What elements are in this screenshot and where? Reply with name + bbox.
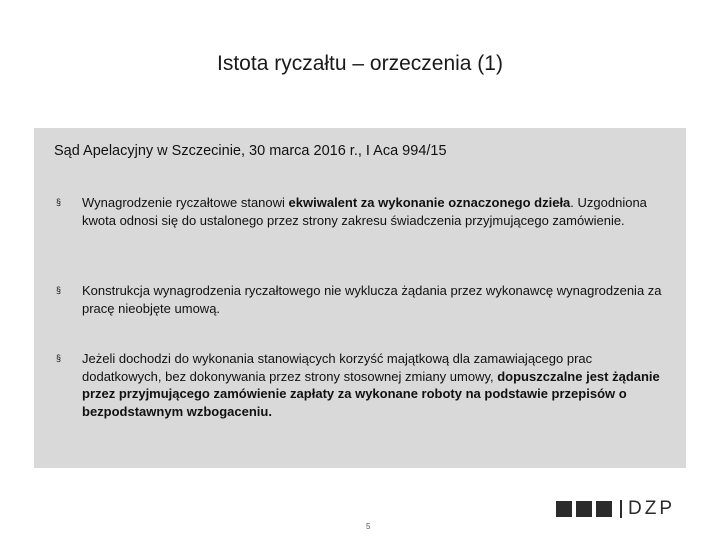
page-number: 5 xyxy=(366,522,371,531)
court-citation: Sąd Apelacyjny w Szczecinie, 30 marca 2016 r., I Aca 994/15 xyxy=(54,143,447,159)
list-item xyxy=(56,282,666,317)
bullet-text-bold: ekwiwalent za wykonanie oznaczonego dzieła xyxy=(288,195,571,210)
bullet-text: Konstrukcja wynagrodzenia ryczałtowego nie wyklucza żądania przez wykonawcę wynagrodzenia za pracę nieobjęte umową. xyxy=(82,283,662,316)
bullet-text xyxy=(82,350,666,420)
content-panel xyxy=(34,128,686,468)
logo-divider xyxy=(620,500,622,518)
slide-title: Istota ryczałtu – orzeczenia (1) xyxy=(217,52,503,75)
logo-square-icon xyxy=(576,501,592,517)
logo-square-icon xyxy=(556,501,572,517)
logo-square-icon xyxy=(596,501,612,517)
section-bullet-icon: § xyxy=(56,197,62,207)
section-bullet-icon: § xyxy=(56,353,62,363)
dzp-logo xyxy=(556,500,675,518)
section-bullet-icon: § xyxy=(56,285,62,295)
bullet-text-bold: dopuszczalne jest żądanie przez przyjmującego zamówienie zapłaty za wykonane roboty na podstawie przepisów o bezpodstawnym wzbogaceniu. xyxy=(82,368,660,419)
list-item xyxy=(56,350,666,420)
bullet-text-part: Wynagrodzenie ryczałtowe stanowi xyxy=(82,195,289,210)
list-item xyxy=(56,194,666,229)
bullet-text xyxy=(82,194,666,229)
bullet-text-part: Jeżeli dochodzi do wykonania stanowiących korzyść majątkową dla zamawiającego prac dodatkowych, bez dokonywania przez strony stosownej zmiany umowy, xyxy=(82,351,593,384)
logo-text: DZP xyxy=(628,498,675,519)
bullet-text-part: . Uzgodniona kwota odnosi się do ustalonego przez strony zakresu świadczenia przyjmującego zamówienie. xyxy=(82,195,647,228)
